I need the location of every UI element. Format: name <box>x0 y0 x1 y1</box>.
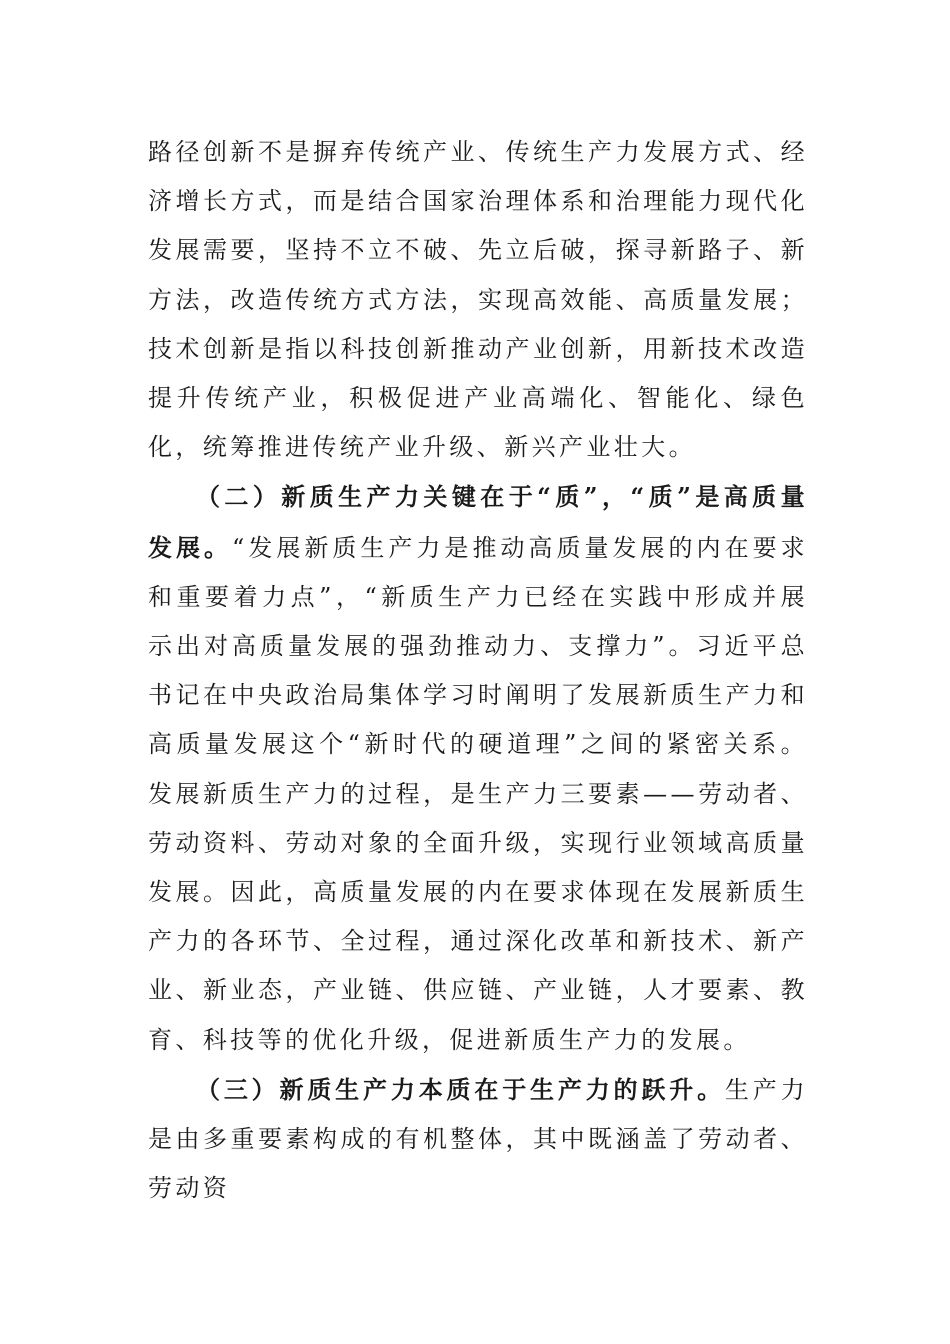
paragraph-text: 路径创新不是摒弃传统产业、传统生产力发展方式、经济增长方式，而是结合国家治理体系和治理能力现代化发展需要，坚持不立不破、先立后破，探寻新路子、新方法，改造传统方式方法，实现高效能、高质量发展；技术创新是指以科技创新推动产业创新，用新技术改造提升传统产业，积极促进产业高端化、智能化、绿色化，统筹推进传统产业升级、新兴产业壮大。 <box>148 138 808 462</box>
paragraph-productivity-leap <box>148 1065 808 1214</box>
document-body <box>148 128 808 1213</box>
paragraph-quality <box>148 472 808 1064</box>
paragraph-text: “发展新质生产力是推动高质量发展的内在要求和重要着力点”，“新质生产力已经在实践中形成并展示出对高质量发展的强劲推动力、支撑力”。习近平总书记在中央政治局集体学习时阐明了发展新质生产力和高质量发展这个“新时代的硬道理”之间的紧密关系。发展新质生产力的过程，是生产力三要素——劳动者、劳动资料、劳动对象的全面升级，实现行业领域高质量发展。因此，高质量发展的内在要求体现在发展新质生产力的各环节、全过程，通过深化改革和新技术、新产业、新业态，产业链、供应链、产业链，人才要素、教育、科技等的优化升级，促进新质生产力的发展。 <box>148 533 808 1054</box>
paragraph-text: 生产力是由多重要素构成的有机整体，其中既涵盖了劳动者、劳动资 <box>148 1075 808 1203</box>
section-heading-2: （二）新质生产力关键在于“质”，“质”是高质量发展。 <box>148 482 808 562</box>
section-heading-3: （三）新质生产力本质在于生产力的跃升。 <box>196 1074 725 1104</box>
paragraph-path-innovation <box>148 128 808 472</box>
